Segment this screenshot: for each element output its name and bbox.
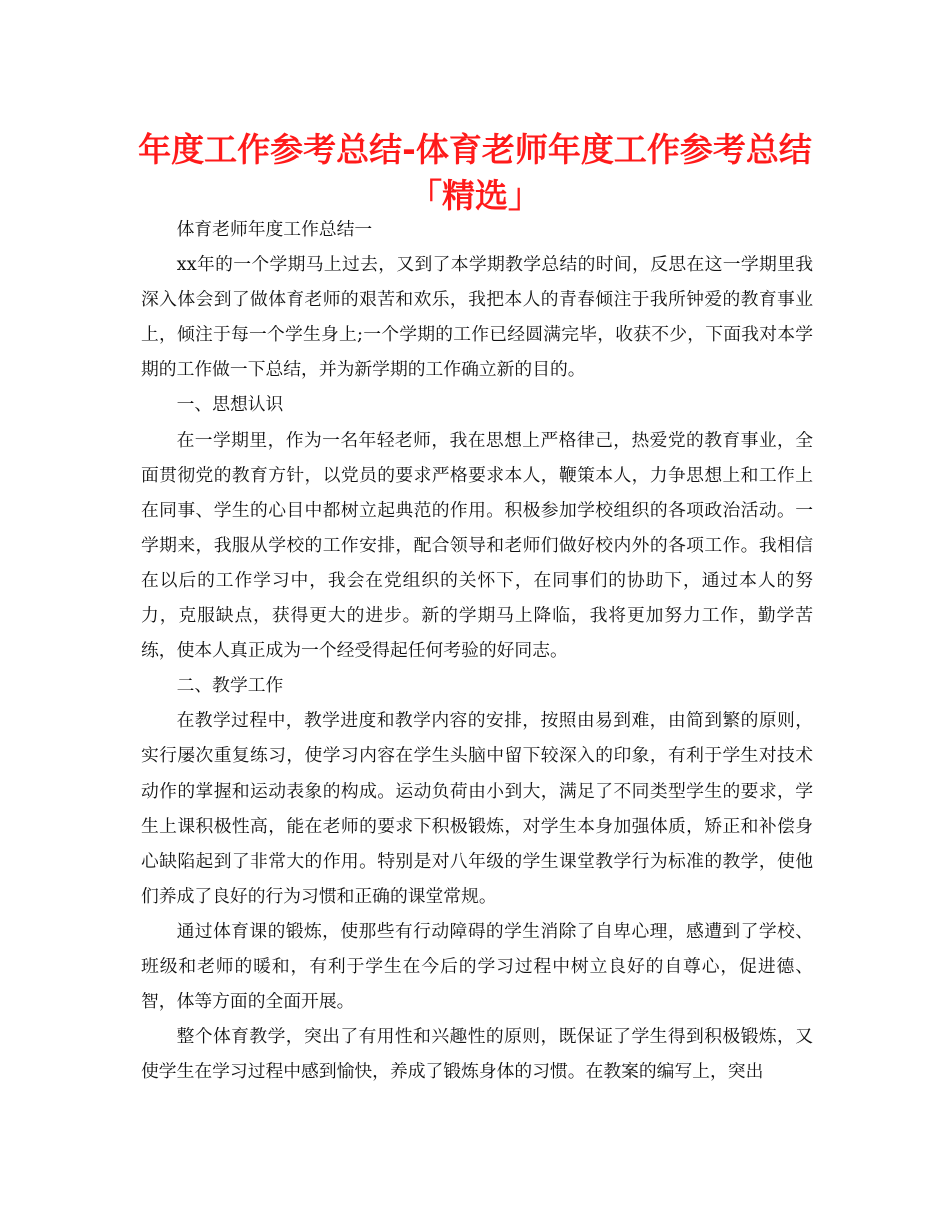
paragraph-teaching-1: 在教学过程中，教学进度和教学内容的安排，按照由易到难，由简到繁的原则，实行屡次重复练习，使学习内容在学生头脑中留下较深入的印象，有利于学生对技术动作的掌握和运动表象的构成。运动负荷由小到大，满足了不同类型学生的要求，学生上课积极性高，能在老师的要求下积极锻炼，对学生本身加强体质，矫正和补偿身心缺陷起到了非常大的作用。特别是对八年级的学生课堂教学行为标准的教学，使他们养成了良好的行为习惯和正确的课堂常规。 (141, 710, 813, 907)
section-heading-teaching: 二、教学工作 (176, 675, 284, 697)
document-title-line-1: 年度工作参考总结-体育老师年度工作参考总结 (138, 130, 812, 169)
paragraph-thought: 在一学期里，作为一名年轻老师，我在思想上严格律己，热爱党的教育事业，全面贯彻党的教育方针，以党员的要求严格要求本人，鞭策本人，力争思想上和工作上在同事、学生的心目中都树立起典范的作用。积极参加学校组织的各项政治活动。一学期来，我服从学校的工作安排，配合领导和老师们做好校内外的各项工作。我相信在以后的工作学习中，我会在党组织的关怀下，在同事们的协助下，通过本人的努力，克服缺点，获得更大的进步。新的学期马上降临，我将更加努力工作，勤学苦练，使本人真正成为一个经受得起任何考验的好同志。 (141, 429, 813, 662)
paragraph-teaching-3: 整个体育教学，突出了有用性和兴趣性的原则，既保证了学生得到积极锻炼，又使学生在学习过程中感到愉快，养成了锻炼身体的习惯。在教案的编写上，突出 (141, 1026, 813, 1083)
document-title-line-2: 「精选」 (409, 176, 541, 215)
section-heading-thought: 一、思想认识 (176, 394, 284, 416)
paragraph-teaching-2: 通过体育课的锻炼，使那些有行动障碍的学生消除了自卑心理，感遭到了学校、班级和老师的暖和，有利于学生在今后的学习过程中树立良好的自尊心，促进德、智，体等方面的全面开展。 (141, 920, 813, 1013)
document-body (141, 212, 813, 1089)
document-subtitle: 体育老师年度工作总结一 (176, 219, 373, 240)
paragraph-intro: xx年的一个学期马上过去，又到了本学期教学总结的时间，反思在这一学期里我深入体会到了做体育老师的艰苦和欢乐，我把本人的青春倾注于我所钟爱的教育事业上，倾注于每一个学生身上;一个学期的工作已经圆满完毕，收获不少，下面我对本学期的工作做一下总结，并为新学期的工作确立新的目的。 (141, 254, 813, 381)
